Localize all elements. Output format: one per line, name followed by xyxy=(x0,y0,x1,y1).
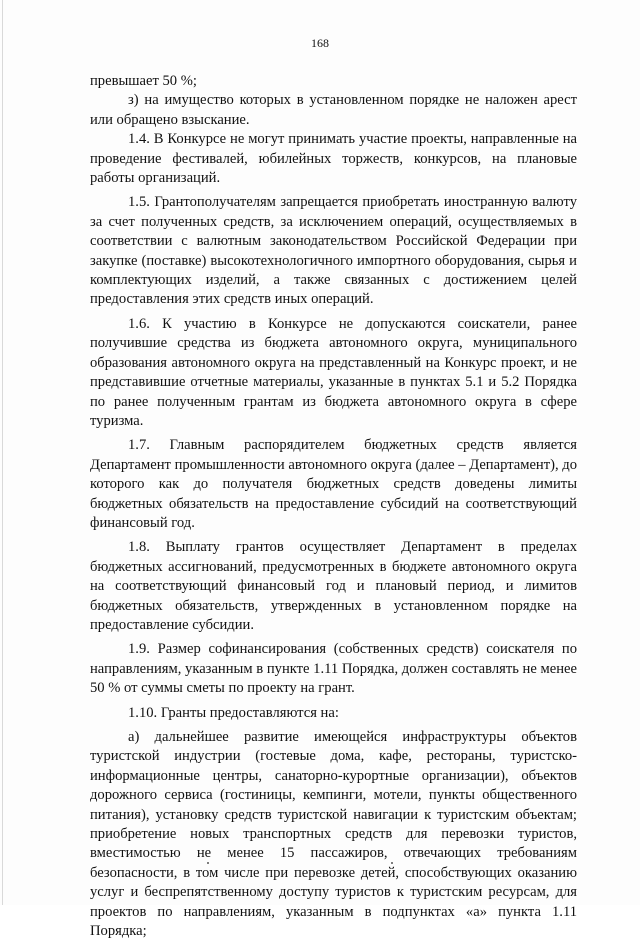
paragraph-1-8: 1.8. Выплату грантов осуществляет Департамент в пределах бюджетных ассигнований, предусмотренных в бюджете автономного округа на соответствующий финансовый год и плановый период, и лимитов бюджетных обязательств, утвержденных в установленном порядке на предоставление субсидии. xyxy=(90,539,577,633)
paragraph-1-4: 1.4. В Конкурсе не могут принимать участие проекты, направленные на проведение фестивалей, юбилейных торжеств, конкурсов, на плановые работы организаций. xyxy=(90,131,577,187)
paragraph-item-a: а) дальнейшее развитие имеющейся инфраструктуры объектов туристской индустрии (гостевые дома, кафе, рестораны, туристско-информационные центры, санаторно-курортные организации), объектов дорожного сервиса (гостиницы, кемпинги, мотели, пункты общественного питания), установку средств туристской навигации к туристским объектам; приобретение новых транспортных средств для перевозки туристов, вместимостью не менее 15 пассажиров, отвечающих требованиям безопасности, в том числе при перевозке детей, способствующих оказанию услуг и беспрепятственному доступу туристов к туристским ресурсам, для проектов по направлениям, указанным в подпунктах «а» пункта 1.11 Порядка; xyxy=(90,729,577,940)
scan-speck xyxy=(391,862,393,864)
paragraph-1-5: 1.5. Грантополучателям запрещается приобретать иностранную валюту за счет полученных средств, за исключением операций, осуществляемых в соответствии с валютным законодательством Российской Федерации при закупке (поставке) высокотехнологичного импортного оборудования, сырья и комплектующих изделий, а также связанных с достижением целей предоставления этих средств иных операций. xyxy=(90,194,577,308)
paragraph-item-z: з) на имущество которых в установленном порядке не наложен арест или обращено взыскание. xyxy=(90,92,577,128)
scan-edge xyxy=(2,0,3,905)
paragraph-continuation: превышает 50 %; xyxy=(90,73,197,89)
paragraph-1-10: 1.10. Гранты предоставляются на: xyxy=(128,704,339,721)
scan-speck xyxy=(207,862,209,864)
paragraph-1-6: 1.6. К участию в Конкурсе не допускаются соискатели, ранее получившие средства из бюджета автономного округа, муниципального образования автономного округа на представленный на Конкурс проект, и не представившие отчетные материалы, указанные в пунктах 5.1 и 5.2 Порядка по ранее полученным грантам из бюджета автономного округа в сфере туризма. xyxy=(90,315,577,429)
document-body xyxy=(90,72,577,941)
paragraph-1-9: 1.9. Размер софинансирования (собственных средств) соискателя по направлениям, указанным в пункте 1.11 Порядка, должен составлять не менее 50 % от суммы сметы по проекту на грант. xyxy=(90,641,577,697)
paragraph-1-7: 1.7. Главным распорядителем бюджетных средств является Департамент промышленности автономного округа (далее – Департамент), до которого как до получателя бюджетных средств доведены лимиты бюджетных обязательств на предоставление субсидий на соответствующий финансовый год. xyxy=(90,437,578,531)
page-number: 168 xyxy=(311,36,329,50)
